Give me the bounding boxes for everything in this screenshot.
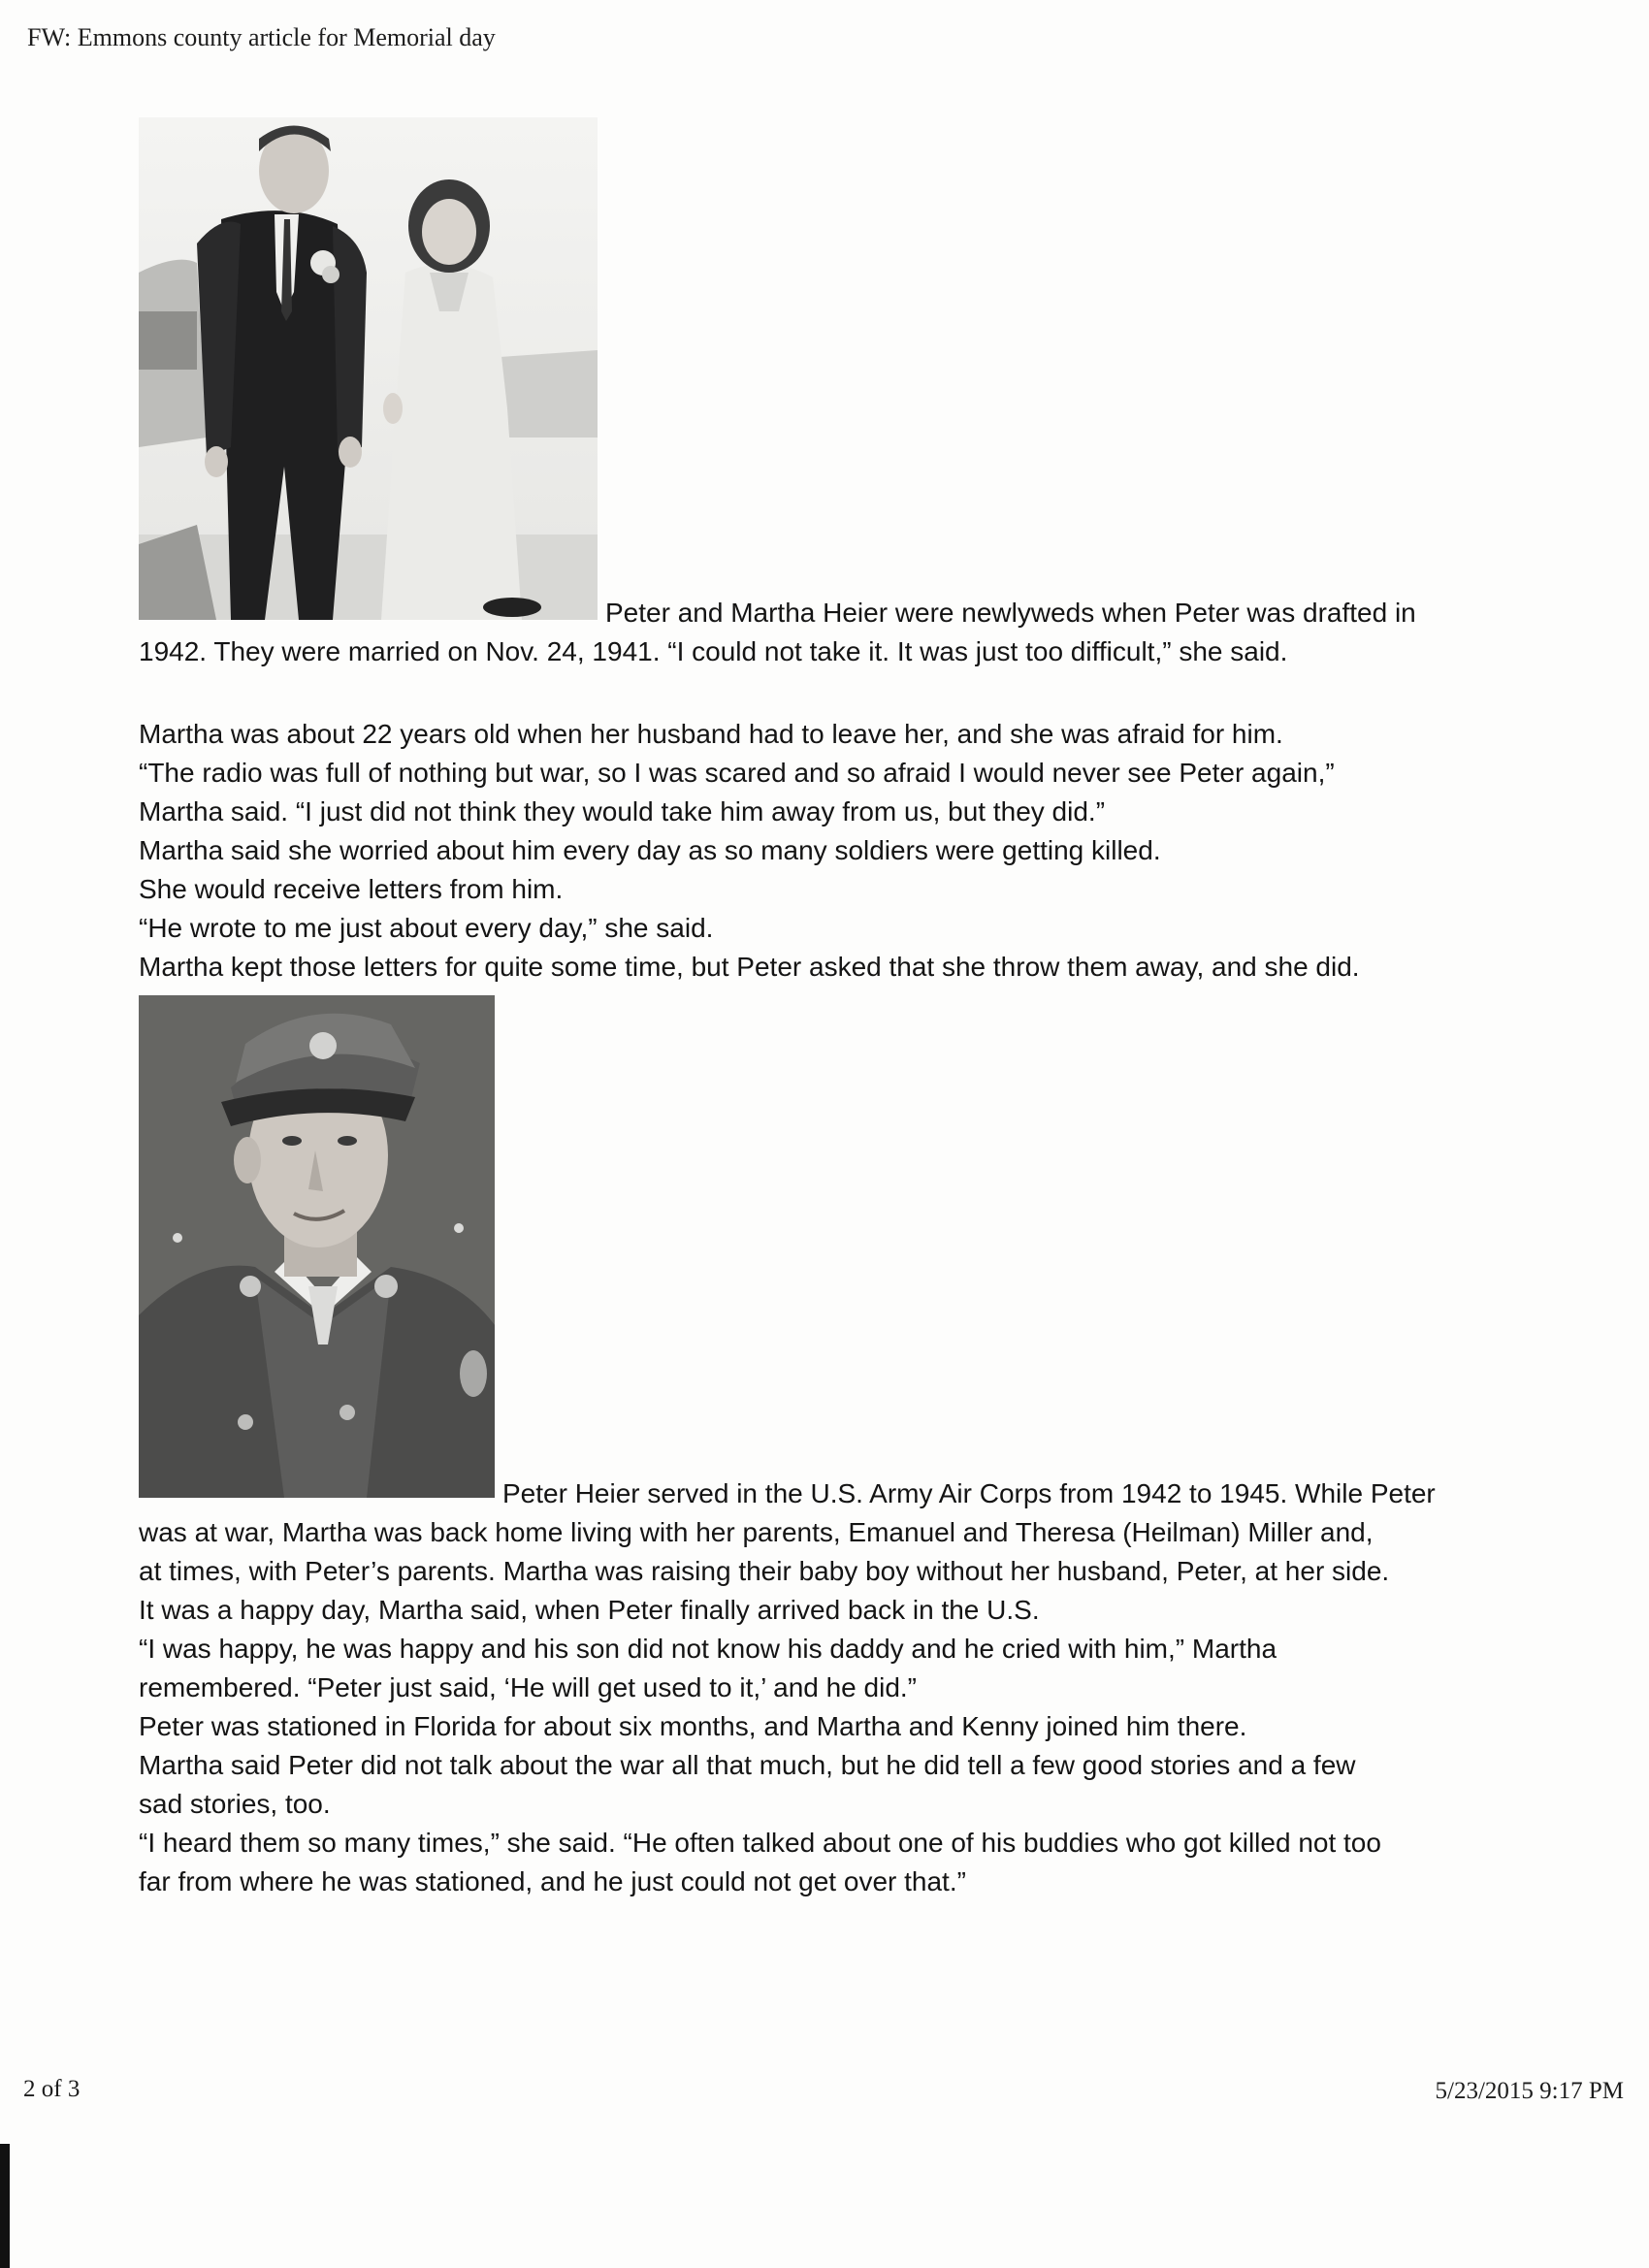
wedding-photo (139, 117, 598, 620)
photo-caption-1: Peter and Martha Heier were newlyweds when Peter was drafted in (605, 598, 1416, 628)
photo-caption-2: Peter Heier served in the U.S. Army Air Corps from 1942 to 1945. While Peter (502, 1478, 1436, 1508)
page-title: FW: Emmons county article for Memorial day (27, 23, 496, 51)
paragraph-line: “The radio was full of nothing but war, so I was scared and so afraid I would never see Peter again,” (139, 758, 1335, 788)
paragraph-line: “I was happy, he was happy and his son did not know his daddy and he cried with him,” Martha (139, 1634, 1277, 1664)
paragraph-line: was at war, Martha was back home living with her parents, Emanuel and Theresa (Heilman) Miller and, (139, 1517, 1374, 1547)
paragraph-line: Martha was about 22 years old when her husband had to leave her, and she was afraid for him. (139, 719, 1283, 749)
page-number: 2 of 3 (23, 2076, 81, 2102)
paragraph-line: She would receive letters from him. (139, 874, 564, 904)
paragraph-line: Martha said Peter did not talk about the war all that much, but he did tell a few good stories and a few (139, 1750, 1356, 1780)
paragraph-line: Martha said she worried about him every day as so many soldiers were getting killed. (139, 835, 1161, 865)
paragraph-line: sad stories, too. (139, 1789, 331, 1819)
soldier-portrait-photo (139, 995, 495, 1498)
print-timestamp: 5/23/2015 9:17 PM (1435, 2078, 1624, 2104)
paragraph-line: “He wrote to me just about every day,” she said. (139, 913, 714, 943)
paragraph-line: Martha kept those letters for quite some time, but Peter asked that she throw them away, and she did. (139, 952, 1360, 982)
scan-edge-artifact (0, 2144, 10, 2268)
paragraph-line: It was a happy day, Martha said, when Peter finally arrived back in the U.S. (139, 1595, 1040, 1625)
paragraph-line: at times, with Peter’s parents. Martha was raising their baby boy without her husband, Peter, at her side. (139, 1556, 1390, 1586)
paragraph-line: Peter was stationed in Florida for about six months, and Martha and Kenny joined him there. (139, 1711, 1247, 1741)
paragraph-line: far from where he was stationed, and he just could not get over that.” (139, 1866, 966, 1896)
paragraph-line: Martha said. “I just did not think they would take him away from us, but they did.” (139, 796, 1106, 826)
paragraph-line: remembered. “Peter just said, ‘He will get used to it,’ and he did.” (139, 1672, 918, 1702)
paragraph-line: “I heard them so many times,” she said. “He often talked about one of his buddies who got killed not too (139, 1828, 1381, 1858)
caption-1-continuation: 1942. They were married on Nov. 24, 1941. “I could not take it. It was just too difficult,” she said. (139, 636, 1288, 666)
